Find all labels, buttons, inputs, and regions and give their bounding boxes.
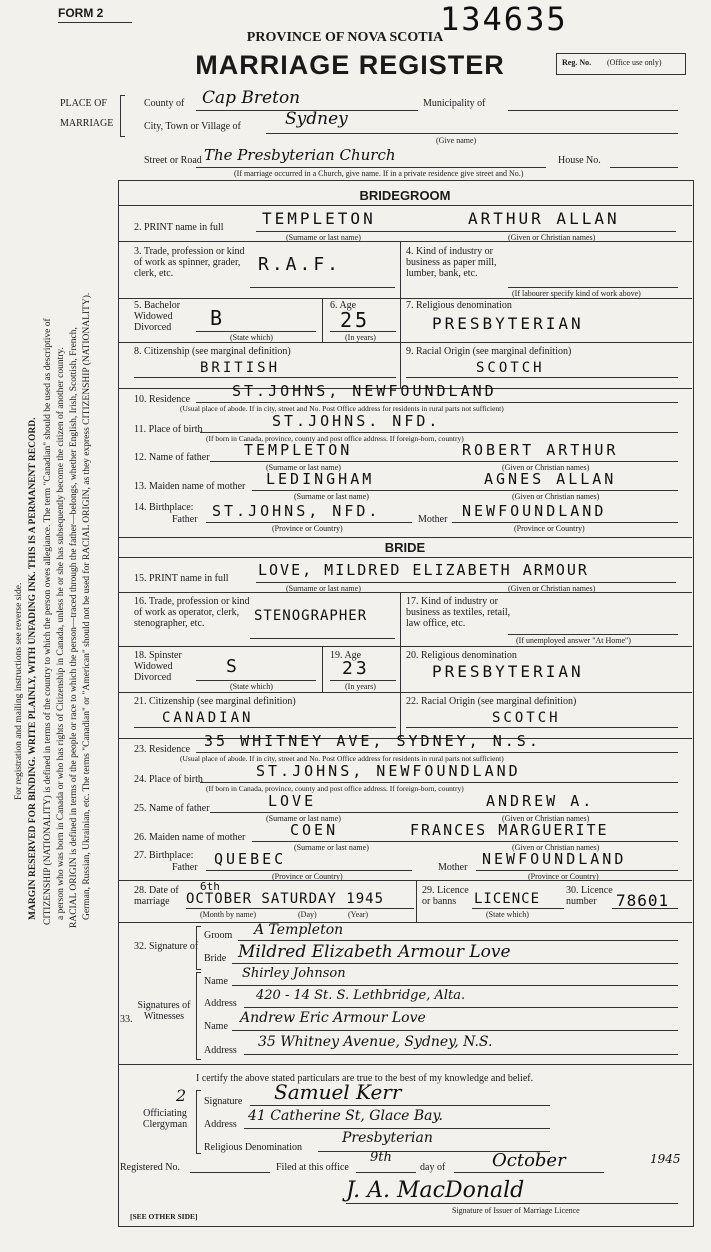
groom-bp-mother: NEWFOUNDLAND [462, 502, 607, 520]
groom-mother-label: 13. Maiden name of mother [134, 481, 246, 492]
place-note: (If marriage occurred in a Church, give name. If in a private residence give street and No.) [234, 169, 524, 178]
groom-residence-label: 10. Residence [134, 394, 191, 405]
give-name-note: (Give name) [436, 136, 477, 145]
groom-father-given-sub: (Given or Christian names) [502, 463, 590, 472]
bride-father-surname-sub: (Surname or last name) [266, 814, 341, 823]
filed-month: October [492, 1150, 566, 1171]
county-label: County of [144, 98, 185, 109]
street-label: Street or Road [144, 155, 202, 166]
bride-bp-mother-label: Mother [438, 862, 468, 873]
groom-age-sub: (In years) [345, 333, 376, 342]
clergy-signature-label: Signature [204, 1096, 243, 1107]
bride-given-sub: (Given or Christian names) [508, 584, 596, 593]
reg-no-note: (Office use only) [607, 58, 662, 67]
groom-trade-value: R.A.F. [258, 254, 342, 275]
groom-industry-note: (If labourer specify kind of work above) [512, 289, 641, 298]
bride-mother-given-sub: (Given or Christian names) [512, 843, 600, 852]
see-other-side: [SEE OTHER SIDE] [130, 1212, 198, 1221]
bride-residence-sub: (Usual place of abode. If in city, street and No. Post Office address for residents in rural parts not sufficient) [180, 754, 504, 763]
city-value: Sydney [285, 109, 348, 129]
groom-racial-value: SCOTCH [476, 360, 545, 376]
denomination-value: Presbyterian [342, 1130, 433, 1146]
page-title: MARRIAGE REGISTER [195, 50, 505, 80]
groom-name-label: 2. PRINT name in full [134, 222, 224, 233]
licence-number-value: 78601 [616, 891, 670, 910]
county-value: Cap Breton [202, 88, 301, 108]
bride-citizenship-value: CANADIAN [162, 710, 254, 726]
groom-father-surname: TEMPLETON [244, 441, 353, 459]
filed-day: 9th [370, 1150, 392, 1165]
w2-address: 35 Whitney Avenue, Sydney, N.S. [258, 1034, 493, 1050]
groom-residence-sub: (Usual place of abode. If in city, street and No. Post Office address for residents in rural parts not sufficient) [180, 404, 504, 413]
bride-bp-mother: NEWFOUNDLAND [482, 850, 627, 868]
groom-bp-father: ST.JOHNS, NFD. [212, 502, 381, 520]
w1-name-label: Name [204, 976, 228, 987]
margin-line-3: CITIZENSHIP (NATIONALITY) is defined in terms of the country to which the person owes allegiance. The term "Canadian" should be used as descriptive of [43, 318, 53, 925]
clergy-signature: Samuel Kerr [274, 1080, 402, 1104]
marriage-month-sub: (Month by name) [200, 910, 256, 919]
bride-age-sub: (In years) [345, 682, 376, 691]
handwritten-register-number: 134635 [440, 0, 568, 38]
bride-mother-label: 26. Maiden name of mother [134, 832, 246, 843]
groom-marital-value: B [210, 306, 226, 330]
groom-trade-label: 3. Trade, profession or kind of work as spinner, grader, clerk, etc. [134, 246, 245, 279]
form-label: FORM 2 [58, 6, 104, 20]
bride-birthplaces-label: 27. Birthplace: [134, 850, 194, 861]
groom-mother-given: AGNES ALLAN [484, 470, 617, 488]
bride-industry-label: 17. Kind of industry or business as textiles, retail, law office, etc. [406, 596, 511, 629]
groom-citizenship-label: 8. Citizenship (see marginal definition) [134, 346, 291, 357]
groom-given-names: ARTHUR ALLAN [468, 209, 620, 228]
licence-sub: (State which) [486, 910, 529, 919]
groom-father-surname-sub: (Surname or last name) [266, 463, 341, 472]
bride-mother-surname-sub: (Surname or last name) [294, 843, 369, 852]
groom-industry-label: 4. Kind of industry or business as paper mill, lumber, bank, etc. [406, 246, 497, 279]
house-no-label: House No. [558, 155, 601, 166]
certify-statement: I certify the above stated particulars are true to the best of my knowledge and belief. [196, 1073, 534, 1084]
bride-bp-father-label: Father [172, 862, 198, 873]
licence-value: LICENCE [474, 891, 541, 907]
margin-line-2: MARGIN RESERVED FOR BINDING. WRITE PLAINLY, WITH UNFADING INK. THIS IS A PERMANENT RECORD. [28, 417, 38, 920]
bride-trade-value: STENOGRAPHER [254, 608, 368, 624]
groom-bp-mother-sub: (Province or Country) [514, 524, 585, 533]
licence-label: 29. Licence or banns [422, 885, 469, 907]
bride-age-value: 23 [342, 658, 370, 679]
bride-father-given-sub: (Given or Christian names) [502, 814, 590, 823]
bride-father-given: ANDREW A. [486, 792, 595, 810]
bride-marital-value: S [226, 656, 240, 677]
margin-line-6: German, Russian, Ukrainian, etc. The terms "Canadian" or "American" should not be used for RACIAL ORIGIN, as they express CITIZENSHIP (NATIONALITY). [82, 292, 92, 920]
groom-residence-value: ST.JOHNS, NEWFOUNDLAND [232, 382, 497, 400]
bride-industry-note: (If unemployed answer "At Home") [516, 636, 631, 645]
margin-line-4: a person who was born in Canada or who has rights of Citizenship in Canada, unless he or she has subsequently become the citizen of another country. [56, 347, 66, 920]
issuer-label: Signature of Issuer of Marriage Licence [452, 1206, 580, 1215]
bride-trade-label: 16. Trade, profession or kind of work as operator, clerk, stenographer, etc. [134, 596, 250, 629]
place-label-2: MARRIAGE [60, 118, 114, 129]
groom-birthplace-value: ST.JOHNS. NFD. [272, 412, 441, 430]
bride-age-label: 19. Age [330, 650, 362, 661]
w1-name: Shirley Johnson [242, 966, 346, 981]
street-value: The Presbyterian Church [204, 146, 396, 164]
bride-bp-father: QUEBEC [214, 850, 287, 868]
groom-age-label: 6. Age [330, 300, 357, 311]
bride-name-value: LOVE, MILDRED ELIZABETH ARMOUR [258, 561, 589, 579]
groom-birthplaces-label: 14. Birthplace: [134, 502, 194, 513]
marriage-date-value: OCTOBER SATURDAY 1945 [186, 891, 385, 907]
margin-line-5: RACIAL ORIGIN is defined in terms of the people or race to which the person—traced through the father—belongs, whether English, Irish, Scottish, French, [69, 327, 79, 928]
marriage-date-label: 28. Date of marriage [134, 885, 179, 907]
bride-marital-sub: (State which) [230, 682, 273, 691]
groom-father-label: 12. Name of father [134, 452, 210, 463]
filed-year: 1945 [650, 1152, 681, 1166]
marriage-day-number: 6th [200, 880, 220, 893]
groom-marital-sub: (State which) [230, 333, 273, 342]
groom-sig-label: Groom [204, 930, 233, 941]
clergy-address: 41 Catherine St, Glace Bay. [248, 1108, 444, 1124]
bride-sig-label: Bride [204, 953, 227, 964]
licence-number-label: 30. Licence number [566, 885, 613, 907]
bride-religion-value: PRESBYTERIAN [432, 662, 584, 681]
registered-no-label: Registered No. [120, 1162, 180, 1173]
clergy-address-label: Address [204, 1119, 237, 1130]
groom-racial-label: 9. Racial Origin (see marginal definition) [406, 346, 572, 357]
groom-surname-sub: (Surname or last name) [286, 233, 361, 242]
bride-father-label: 25. Name of father [134, 803, 210, 814]
reg-no-label: Reg. No. [562, 58, 592, 67]
municipality-label: Municipality of [423, 98, 486, 109]
w2-address-label: Address [204, 1045, 237, 1056]
witnesses-label: Signatures of Witnesses [137, 1000, 191, 1022]
marriage-year-sub: (Year) [348, 910, 369, 919]
bride-birthplace-sub: (If born in Canada, province, county and post office address. If foreign-born, country) [206, 784, 464, 793]
bride-racial-label: 22. Racial Origin (see marginal definition) [406, 696, 577, 707]
w2-name-label: Name [204, 1021, 228, 1032]
bride-marital-label: 18. Spinster Widowed Divorced [134, 650, 182, 683]
groom-bp-father-label: Father [172, 514, 198, 525]
bride-birthplace-value: ST.JOHNS, NEWFOUNDLAND [256, 762, 521, 780]
filed-label: Filed at this office [276, 1162, 349, 1173]
groom-mother-surname-sub: (Surname or last name) [294, 492, 369, 501]
bridegroom-heading: BRIDEGROOM [359, 188, 451, 203]
bride-mother-given: FRANCES MARGUERITE [410, 821, 609, 839]
denomination-label: Religious Denomination [204, 1142, 303, 1153]
groom-citizenship-value: BRITISH [200, 360, 281, 376]
bride-heading: BRIDE [384, 540, 426, 555]
city-label: City, Town or Village of [144, 121, 241, 132]
signature-of-label: 32. Signature of [134, 941, 199, 952]
groom-birthplace-label: 11. Place of birth [134, 424, 203, 435]
w1-address-label: Address [204, 998, 237, 1009]
mark-34: 2 [176, 1086, 187, 1105]
groom-signature: A Templeton [254, 922, 344, 938]
bride-religion-label: 20. Religious denomination [406, 650, 517, 661]
groom-religion-value: PRESBYTERIAN [432, 314, 584, 333]
issuer-signature: J. A. MacDonald [346, 1178, 525, 1203]
groom-bp-father-sub: (Province or Country) [272, 524, 343, 533]
bride-racial-value: SCOTCH [492, 710, 561, 726]
bride-bp-mother-sub: (Province or Country) [528, 872, 599, 881]
place-label-1: PLACE OF [60, 98, 107, 109]
margin-line-1: For registration and mailing instructions see reverse side. [14, 582, 24, 800]
groom-age-value: 25 [340, 308, 371, 332]
bride-name-label: 15. PRINT name in full [134, 573, 229, 584]
w1-address: 420 - 14 St. S. Lethbridge, Alta. [256, 988, 466, 1003]
groom-religion-label: 7. Religious denomination [406, 300, 512, 311]
bride-residence-value: 35 WHITNEY AVE, SYDNEY, N.S. [204, 732, 541, 750]
groom-father-given: ROBERT ARTHUR [462, 441, 619, 459]
groom-surname: TEMPLETON [262, 209, 376, 228]
groom-mother-given-sub: (Given or Christian names) [512, 492, 600, 501]
marriage-day-sub: (Day) [298, 910, 317, 919]
groom-given-sub: (Given or Christian names) [508, 233, 596, 242]
w2-name: Andrew Eric Armour Love [240, 1010, 426, 1026]
bride-signature: Mildred Elizabeth Armour Love [238, 942, 511, 962]
groom-birthplace-sub: (If born in Canada, province, county and post office address. If foreign-born, country) [206, 434, 464, 443]
bride-father-surname: LOVE [268, 792, 317, 810]
reg-no-box [556, 53, 686, 75]
province-heading: PROVINCE OF NOVA SCOTIA [246, 30, 444, 45]
day-of-label: day of [420, 1162, 446, 1173]
groom-marital-label: 5. Bachelor Widowed Divorced [134, 300, 181, 333]
bride-mother-surname: COEN [290, 821, 339, 839]
bride-residence-label: 23. Residence [134, 744, 191, 755]
bride-birthplace-label: 24. Place of birth [134, 774, 203, 785]
bride-surname-sub: (Surname or last name) [286, 584, 361, 593]
bride-bp-father-sub: (Province or Country) [272, 872, 343, 881]
officiating-clergyman-label: Officiating Clergyman [142, 1108, 188, 1130]
groom-mother-surname: LEDINGHAM [266, 470, 375, 488]
bride-citizenship-label: 21. Citizenship (see marginal definition) [134, 696, 296, 707]
groom-bp-mother-label: Mother [418, 514, 448, 525]
witness-number-label: 33. [120, 1014, 133, 1025]
